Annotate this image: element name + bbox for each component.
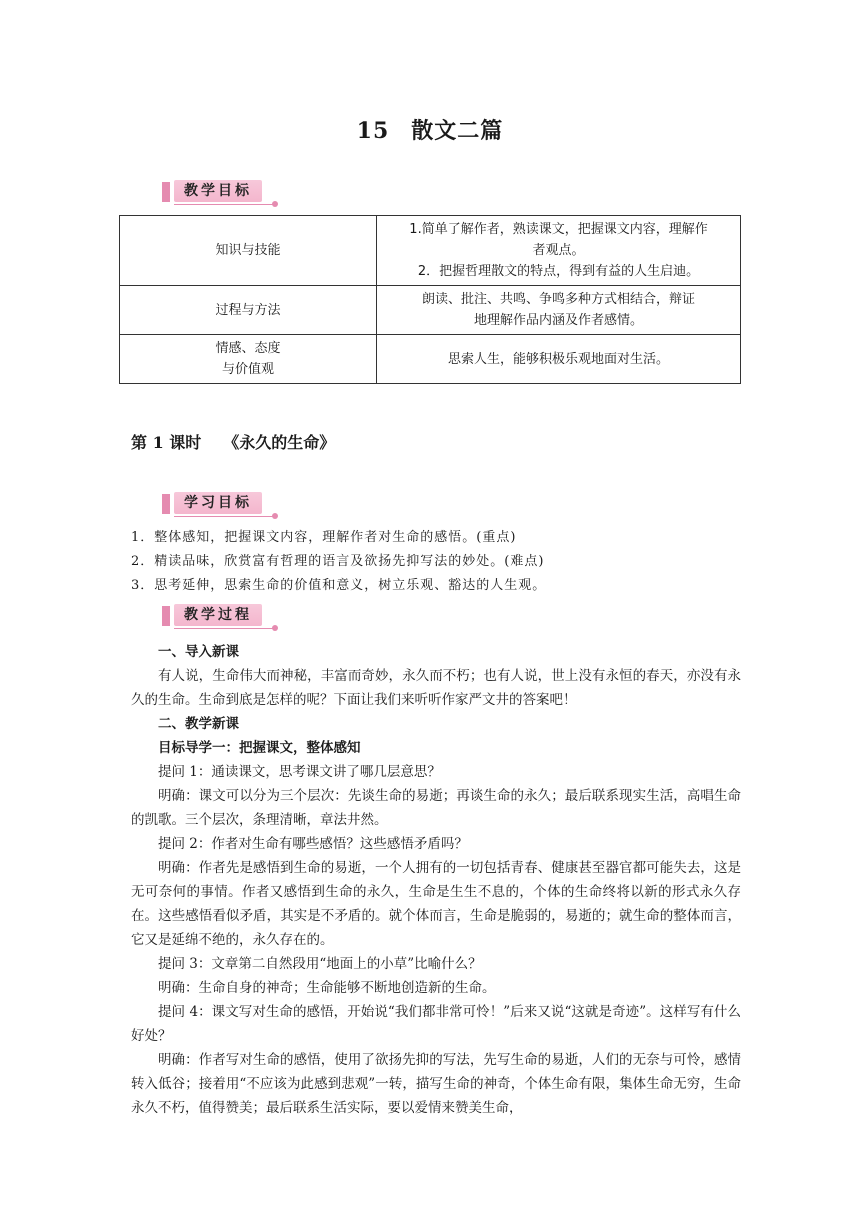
section-badge-learning-goals: [162, 492, 292, 522]
question: 提问 3：文章第二自然段用“地面上的小草”比喻什么？: [158, 956, 482, 972]
objectives-list: [131, 526, 751, 598]
question: 提问 4：课文写对生命的感悟，开始说“我们都非常可怜！”后来又说“这就是奇迹”。这样写有什么好处？: [131, 1004, 741, 1044]
goal-line: 者观点。: [532, 243, 585, 258]
paragraph: 有人说，生命伟大而神秘，丰富而奇妙，永久而不朽；也有人说，世上没有永恒的春天，亦没有永久的生命。生命到底是怎样的呢？下面让我们来听听作家严文井的答案吧！: [131, 668, 741, 708]
section-badge-teaching-goals: [162, 180, 292, 210]
goals-table: [119, 215, 741, 384]
goal-description: [377, 335, 741, 384]
badge-label: 教学目标: [174, 180, 262, 202]
section-heading: 一、导入新课: [158, 644, 239, 660]
goal-line: 地理解作品内涵及作者感情。: [473, 313, 643, 328]
goal-line: 2．把握哲理散文的特点，得到有益的人生启迪。: [417, 264, 700, 279]
process-body: [131, 640, 741, 1120]
answer: 明确：生命自身的神奇；生命能够不断地创造新的生命。: [158, 980, 496, 996]
chapter-title: 散文二篇: [411, 118, 504, 144]
goal-line: 1.简单了解作者，熟读课文，把握课文内容，理解作: [409, 222, 708, 237]
badge-dot: [272, 201, 278, 207]
badge-dot: [272, 625, 278, 631]
answer: 明确：作者写对生命的感悟，使用了欲扬先抑的写法，先写生命的易逝，人们的无奈与可怜，感情转入低谷；接着用“不应该为此感到悲观”一转，描写生命的神奇，个体生命有限，集体生命无穷，生命永久不朽，值得赞美；最后联系生活实际，要以爱情来赞美生命，: [131, 1052, 741, 1116]
table-row: [120, 335, 741, 384]
goal-category-line: 与价值观: [221, 362, 274, 377]
badge-label: 教学过程: [174, 604, 262, 626]
badge-underline: [174, 204, 274, 205]
goal-description: [377, 216, 741, 286]
badge-underline: [174, 516, 274, 517]
badge-label: 学习目标: [174, 492, 262, 514]
goal-category: 知识与技能: [120, 216, 377, 286]
section-heading: 二、教学新课: [158, 716, 239, 732]
list-item: 3．思考延伸，思索生命的价值和意义，树立乐观、豁达的人生观。: [131, 578, 547, 593]
lesson-title: [131, 430, 335, 453]
goal-category-line: 情感、态度: [215, 341, 281, 356]
goal-category: 过程与方法: [120, 286, 377, 335]
table-row: [120, 286, 741, 335]
badge-bar: [162, 606, 170, 626]
lesson-book: 《永久的生命》: [223, 433, 336, 452]
goal-category: [120, 335, 377, 384]
answer: 明确：课文可以分为三个层次：先谈生命的易逝；再谈生命的永久；最后联系现实生活，高唱生命的凯歌。三个层次，条理清晰，章法井然。: [131, 788, 741, 828]
goal-line: 思索人生，能够积极乐观地面对生活。: [447, 351, 669, 367]
list-item: 1．整体感知，把握课文内容，理解作者对生命的感悟。(重点): [131, 530, 517, 545]
page-title: [0, 114, 860, 145]
badge-dot: [272, 513, 278, 519]
lesson-label: 第 1 课时: [131, 433, 202, 452]
table-row: [120, 216, 741, 286]
badge-underline: [174, 628, 274, 629]
question: 提问 2：作者对生命有哪些感悟？这些感悟矛盾吗？: [158, 836, 468, 852]
badge-bar: [162, 494, 170, 514]
list-item: 2．精读品味，欣赏富有哲理的语言及欲扬先抑写法的妙处。(难点): [131, 554, 545, 569]
subsection-heading: 目标导学一：把握课文，整体感知: [158, 740, 361, 756]
goal-description: [377, 286, 741, 335]
answer: 明确：作者先是感悟到生命的易逝，一个人拥有的一切包括青春、健康甚至器官都可能失去，这是无可奈何的事情。作者又感悟到生命的永久，生命是生生不息的，个体的生命终将以新的形式永久存在。这些感悟看似矛盾，其实是不矛盾的。就个体而言，生命是脆弱的，易逝的；就生命的整体而言，它又是延绵不绝的，永久存在的。: [131, 860, 741, 948]
section-badge-teaching-process: [162, 604, 292, 634]
question: 提问 1：通读课文，思考课文讲了哪几层意思？: [158, 764, 441, 780]
goal-line: 朗读、批注、共鸣、争鸣多种方式相结合，辩证: [421, 292, 695, 307]
chapter-number: 15: [356, 118, 390, 144]
badge-bar: [162, 182, 170, 202]
